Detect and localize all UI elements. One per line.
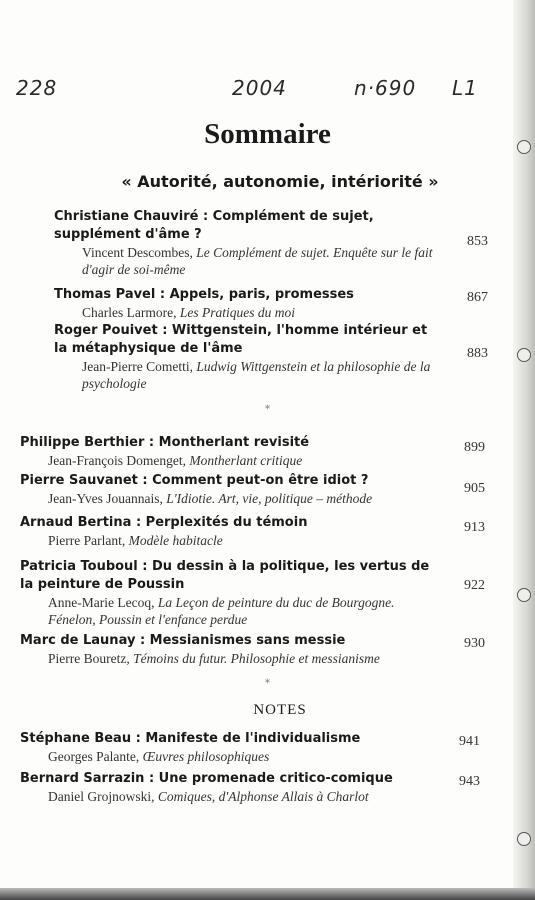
handwritten-note: 228 <box>16 76 58 100</box>
entry-heading: Christiane Chauviré : Complément de sujet, supplément d'âme ? <box>54 209 374 242</box>
entry-heading: Stéphane Beau : Manifeste de l'individualisme <box>20 731 361 746</box>
handwritten-note: n·690 <box>354 76 417 100</box>
reviewed-author: Daniel Grojnowski, <box>48 789 155 804</box>
reviewed-book: Œuvres philosophiques <box>142 749 270 764</box>
entry-reviewed-work <box>20 788 440 805</box>
binding-hole <box>517 348 531 362</box>
toc-entry <box>54 208 444 278</box>
page-number: 883 <box>467 346 488 361</box>
reviewed-author: Jean-Yves Jouannais, <box>48 491 163 506</box>
handwritten-note: L1 <box>452 76 478 100</box>
reviewed-book: L'Idiotie. Art, vie, politique – méthode <box>166 491 373 506</box>
toc-entry <box>20 770 440 805</box>
toc-entry <box>20 632 440 667</box>
page-number: 941 <box>459 734 480 749</box>
page-number: 930 <box>464 636 485 651</box>
page-number: 913 <box>464 520 485 535</box>
entry-reviewed-work <box>20 650 440 667</box>
reviewed-author: Georges Palante, <box>48 749 140 764</box>
toc-entry <box>54 286 444 321</box>
entry-reviewed-work <box>20 532 440 549</box>
reviewed-book: Montherlant critique <box>189 453 303 468</box>
entry-reviewed-work <box>20 594 440 628</box>
entry-reviewed-work <box>54 358 444 392</box>
reviewed-book: Les Pratiques du moi <box>179 305 295 320</box>
entry-reviewed-work <box>20 490 440 507</box>
reviewed-book: Comiques, d'Alphonse Allais à Charlot <box>157 789 369 804</box>
toc-entry <box>20 434 440 469</box>
entry-heading: Arnaud Bertina : Perplexités du témoin <box>20 515 308 530</box>
toc-entry <box>20 730 440 765</box>
toc-entry <box>20 558 440 628</box>
binding-hole <box>517 588 531 602</box>
binding-hole <box>517 832 531 846</box>
entry-reviewed-work <box>54 244 444 278</box>
reviewed-author: Charles Larmore, <box>82 305 177 320</box>
entry-heading: Bernard Sarrazin : Une promenade critico-comique <box>20 771 393 786</box>
entry-reviewed-work <box>54 304 444 321</box>
toc-entry <box>54 322 444 392</box>
reviewed-book: Modèle habitacle <box>128 533 223 548</box>
reviewed-author: Anne-Marie Lecoq, <box>48 595 155 610</box>
entry-heading: Thomas Pavel : Appels, paris, promesses <box>54 287 354 302</box>
entry-reviewed-work <box>20 748 440 765</box>
page-bottom-edge <box>0 888 535 900</box>
reviewed-author: Jean-Pierre Cometti, <box>82 359 193 374</box>
section-theme: « Autorité, autonomie, intériorité » <box>121 172 439 191</box>
separator: * <box>265 404 270 415</box>
separator: * <box>265 678 270 689</box>
page-number: 867 <box>467 290 488 305</box>
entry-heading: Roger Pouivet : Wittgenstein, l'homme intérieur et la métaphysique de l'âme <box>54 323 428 356</box>
page-number: 943 <box>459 774 480 789</box>
entry-heading: Philippe Berthier : Montherlant revisité <box>20 435 310 450</box>
toc-entry <box>20 514 440 549</box>
page-number: 922 <box>464 578 485 593</box>
entry-heading: Marc de Launay : Messianismes sans messie <box>20 633 346 648</box>
entry-reviewed-work <box>20 452 440 469</box>
reviewed-book: Témoins du futur. Philosophie et messianisme <box>133 651 380 666</box>
reviewed-author: Vincent Descombes, <box>82 245 193 260</box>
handwritten-note: 2004 <box>232 76 287 100</box>
reviewed-book: Ludwig Wittgenstein et la philosophie de la psychologie <box>82 359 431 391</box>
page-number: 899 <box>464 440 485 455</box>
reviewed-author: Jean-François Domenget, <box>48 453 186 468</box>
entry-heading: Pierre Sauvanet : Comment peut-on être idiot ? <box>20 473 369 488</box>
entry-heading: Patricia Touboul : Du dessin à la politique, les vertus de la peinture de Poussin <box>20 559 430 592</box>
page-title: Sommaire <box>204 118 331 150</box>
reviewed-author: Pierre Parlant, <box>48 533 126 548</box>
toc-entry <box>20 472 440 507</box>
page-number: 905 <box>464 481 485 496</box>
reviewed-book: La Leçon de peinture du duc de Bourgogne. Fénelon, Poussin et l'enfance perdue <box>48 595 395 627</box>
reviewed-book: Le Complément de sujet. Enquête sur le fait d'agir de soi-même <box>82 245 433 277</box>
reviewed-author: Pierre Bouretz, <box>48 651 130 666</box>
page-number: 853 <box>467 234 488 249</box>
notes-heading: NOTES <box>253 702 307 718</box>
